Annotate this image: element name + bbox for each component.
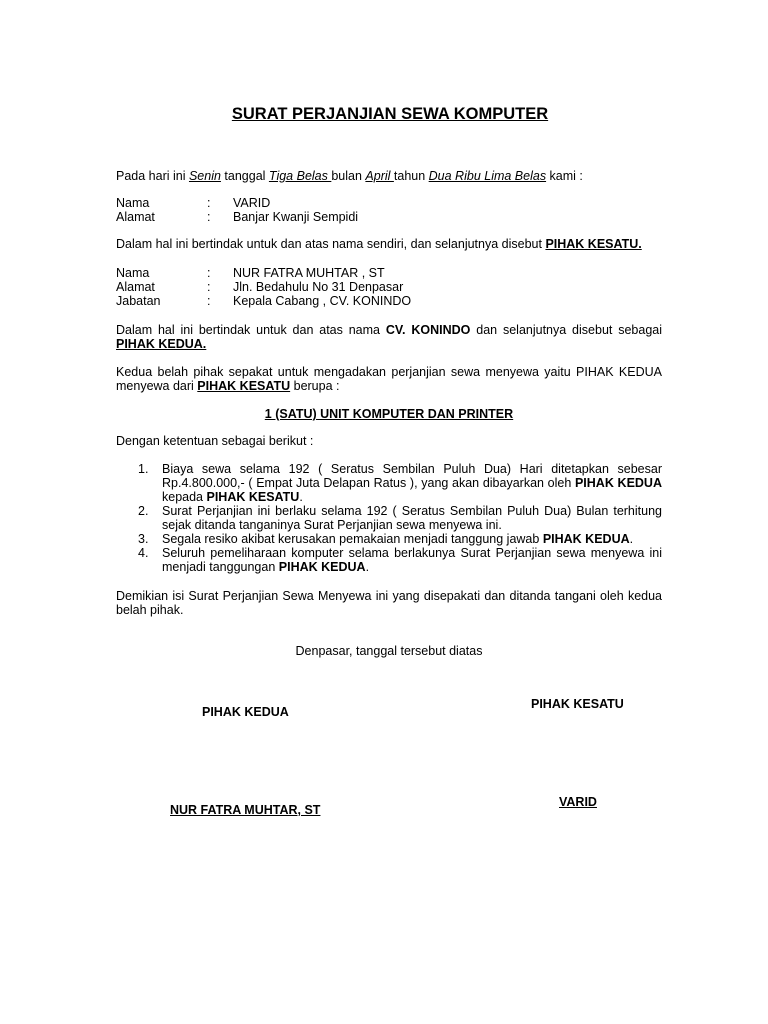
rental-item: 1 (SATU) UNIT KOMPUTER DAN PRINTER — [264, 407, 514, 421]
party2-address-value: Jln. Bedahulu No 31 Denpasar — [233, 280, 404, 294]
term-text: . — [299, 490, 303, 504]
opening-text-5: kami : — [546, 169, 583, 183]
party2-position-label: Jabatan — [116, 294, 161, 308]
list-item — [116, 504, 662, 532]
term-bold: PIHAK KESATU — [206, 490, 300, 504]
agreement-role: PIHAK KESATU — [197, 379, 291, 393]
party1-name-label: Nama — [116, 196, 150, 210]
terms-list — [116, 462, 662, 574]
term-number: 3. — [138, 532, 149, 546]
term-bold: PIHAK KEDUA — [574, 476, 662, 490]
party2-name-label: Nama — [116, 266, 150, 280]
signature-right-role: PIHAK KESATU — [531, 697, 624, 711]
term-bold: PIHAK KEDUA — [278, 560, 366, 574]
opening-text-4: tahun — [393, 169, 429, 183]
opening-line — [116, 169, 583, 183]
list-item — [116, 546, 662, 574]
signature-left-name: NUR FATRA MUHTAR, ST — [170, 803, 321, 817]
opening-text-3: bulan — [331, 169, 366, 183]
opening-day: Senin — [188, 169, 221, 183]
term-text: Surat Perjanjian ini berlaku selama 192 ( Seratus Sembilan Puluh Dua) Bulan terhitung sejak ditanda tanganinya Surat Perjanjian sewa menyewa ini. — [162, 504, 662, 532]
place-date: Denpasar, tanggal tersebut diatas — [295, 644, 483, 658]
document-title: SURAT PERJANJIAN SEWA KOMPUTER — [231, 105, 549, 123]
terms-intro: Dengan ketentuan sebagai berikut : — [116, 434, 314, 448]
party1-statement — [116, 237, 642, 251]
term-text: Biaya sewa selama 192 ( Seratus Sembilan Puluh Dua) Hari ditetapkan sebesar Rp.4.800.000,- ( Empat Juta Delapan Ratus ), yang akan dibayarkan oleh — [162, 462, 662, 490]
opening-year: Dua Ribu Lima Belas — [428, 169, 547, 183]
party1-address-value: Banjar Kwanji Sempidi — [233, 210, 359, 224]
agreement-paragraph — [116, 365, 662, 393]
list-item — [116, 462, 662, 504]
term-text: Seluruh pemeliharaan komputer selama berlakunya Surat Perjanjian sewa menyewa ini menjadi tanggungan — [162, 546, 662, 574]
term-text: kepada — [162, 490, 207, 504]
party2-address-colon: : — [207, 280, 211, 294]
agreement-text-2: berupa : — [290, 379, 340, 393]
party2-name-colon: : — [207, 266, 211, 280]
party2-statement-text-1: Dalam hal ini bertindak untuk dan atas nama — [116, 323, 386, 337]
signature-left-role: PIHAK KEDUA — [202, 705, 289, 719]
opening-text-1: Pada hari ini — [116, 169, 189, 183]
opening-text-2: tanggal — [220, 169, 269, 183]
term-text: . — [629, 532, 634, 546]
list-item — [116, 532, 662, 546]
party2-position-colon: : — [207, 294, 211, 308]
party1-name-value: VARID — [233, 196, 271, 210]
party2-statement — [116, 323, 662, 351]
term-text: . — [365, 560, 370, 574]
term-number: 2. — [138, 504, 149, 518]
party2-statement-text-2: dan selanjutnya disebut sebagai — [470, 323, 662, 337]
party1-statement-text: Dalam hal ini bertindak untuk dan atas nama sendiri, dan selanjutnya disebut — [116, 237, 546, 251]
term-number: 4. — [138, 546, 149, 560]
party1-name-colon: : — [207, 196, 211, 210]
signature-right-name: VARID — [559, 795, 597, 809]
party1-role: PIHAK KESATU. — [545, 237, 642, 251]
term-number: 1. — [138, 462, 149, 476]
opening-date: Tiga Belas — [268, 169, 332, 183]
party1-address-label: Alamat — [116, 210, 155, 224]
party2-company: CV. KONINDO — [385, 323, 471, 337]
opening-month: April — [365, 169, 394, 183]
agreement-text-1: Kedua belah pihak sepakat untuk mengadakan perjanjian sewa menyewa yaitu PIHAK KEDUA menyewa dari — [116, 365, 662, 393]
party2-role: PIHAK KEDUA. — [116, 337, 207, 351]
term-text: Segala resiko akibat kerusakan pemakaian menjadi tanggung jawab — [162, 532, 543, 546]
party1-address-colon: : — [207, 210, 211, 224]
party2-position-value: Kepala Cabang , CV. KONINDO — [233, 294, 412, 308]
term-bold: PIHAK KEDUA — [542, 532, 630, 546]
party2-name-value: NUR FATRA MUHTAR , ST — [233, 266, 385, 280]
closing-paragraph: Demikian isi Surat Perjanjian Sewa Menyewa ini yang disepakati dan ditanda tangani oleh kedua belah pihak. — [116, 589, 662, 617]
party2-address-label: Alamat — [116, 280, 155, 294]
